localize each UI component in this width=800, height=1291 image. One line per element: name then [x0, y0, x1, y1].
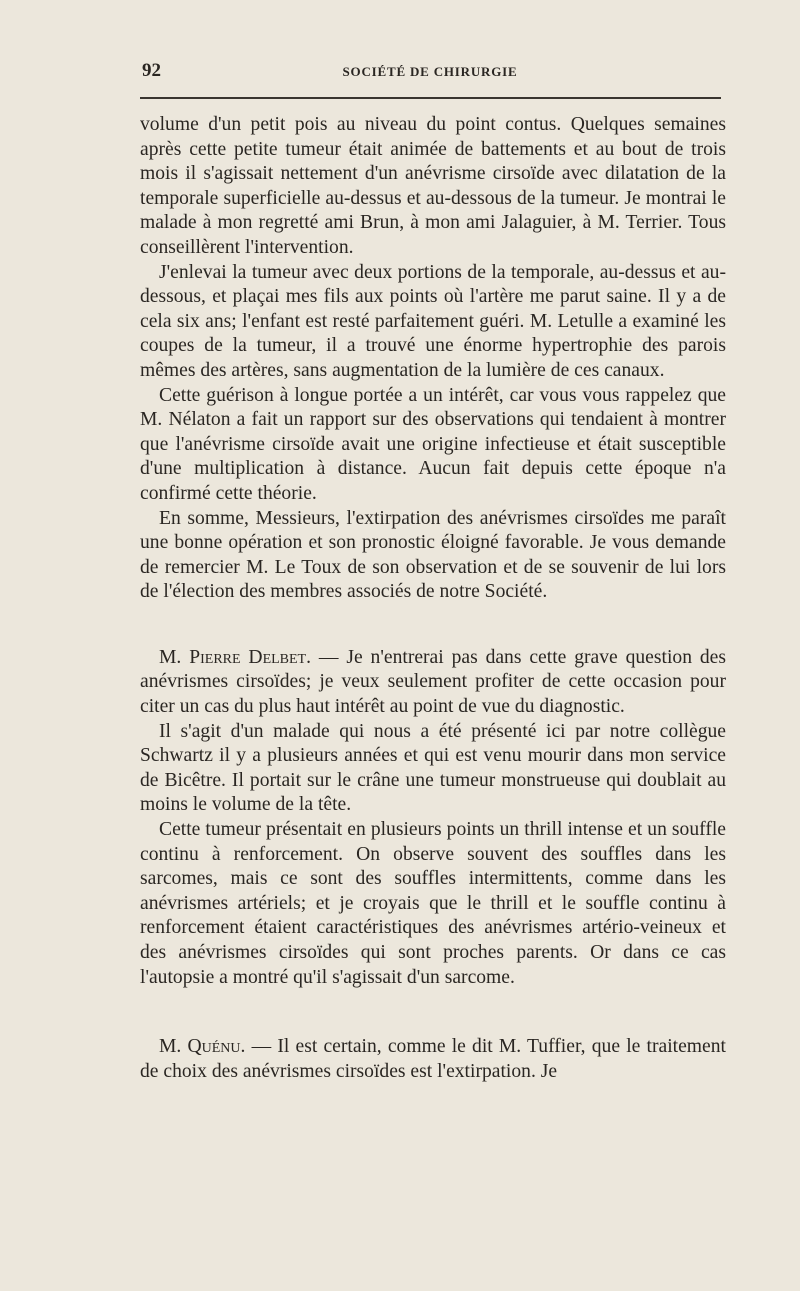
paragraph: Cette tumeur présentait en plusieurs points un thrill intense et un souffle continu à renforcement. On observe souvent des souffles dans les sarcomes, mais ce sont des souffles intermittents, comme dans les anévrismes artériels; et je croyais que le thrill et le souffle continu à renforcement étaient caractéristiques des anévrismes artério-veineux et des anévrismes cirsoïdes qui sont proches parents. Or dans ce cas l'autopsie a montré qu'il s'agissait d'un sarcome. — [140, 819, 726, 988]
page-number: 92 — [142, 60, 161, 81]
paragraph: Cette guérison à longue portée a un intérêt, car vous vous rappelez que M. Nélaton a fait un rapport sur des observations qui tendaient à montrer que l'anévrisme cirsoïde avait une origine infectieuse et était susceptible d'une multiplication à distance. Aucun fait depuis cette époque n'a confirmé cette théorie. — [140, 384, 726, 504]
paragraph: J'enlevai la tumeur avec deux portions de la temporale, au-dessus et au-dessous, et plaçai mes fils aux points où l'artère me parut saine. Il y a de cela six ans; l'enfant est resté parfaitement guéri. M. Letulle a examiné les coupes de la tumeur, il a trouvé une énorme hypertrophie des parois mêmes des artères, sans augmentation de la lumière de ces canaux. — [140, 261, 726, 381]
delbet-intervention — [140, 646, 726, 720]
paragraph: Il s'agit d'un malade qui nous a été présenté ici par notre collègue Schwartz il y a plusieurs années et qui est venu mourir dans mon service de Bicêtre. Il portait sur le crâne une tumeur monstrueuse qui doublait au moins le volume de la tête. — [140, 720, 726, 816]
header-rule — [140, 97, 721, 99]
speaker-name: Pierre Delbet. — [189, 646, 312, 668]
speaker-prefix: M. — [159, 646, 190, 668]
speaker-prefix: M. — [159, 1036, 188, 1058]
paragraph: En somme, Messieurs, l'extirpation des anévrismes cirsoïdes me paraît une bonne opération et son pronostic éloigné favorable. Je vous demande de remercier M. Le Toux de son observation et de se souvenir de lui lors de l'élection des membres associés de notre Société. — [140, 507, 726, 603]
running-title: SOCIÉTÉ DE CHIRURGIE — [342, 64, 518, 79]
page-header — [140, 60, 720, 84]
quenu-intervention — [140, 1035, 726, 1084]
speaker-name: Quénu. — [187, 1036, 246, 1058]
speech-text: — Je n'entrerai pas dans cette grave question des anévrismes cirsoïdes; je veux seulement profiter de cette occasion pour citer un cas du plus haut intérêt au point de vue du diagnostic. — [140, 646, 726, 718]
speech-text: — Il est certain, comme le dit M. Tuffier, que le traitement de choix des anévrismes cirsoïdes est l'extirpation. Je — [140, 1036, 726, 1082]
body-text — [140, 113, 726, 1084]
paragraph: volume d'un petit pois au niveau du point contus. Quelques semaines après cette petite tumeur était animée de battements et au bout de trois mois il s'agissait nettement d'un anévrisme cirsoïde avec dilatation de la temporale superficielle au-dessus et au-dessous de la tumeur. Je montrai le malade à mon regretté ami Brun, à mon ami Jalaguier, à M. Terrier. Tous conseillèrent l'intervention. — [140, 114, 726, 258]
